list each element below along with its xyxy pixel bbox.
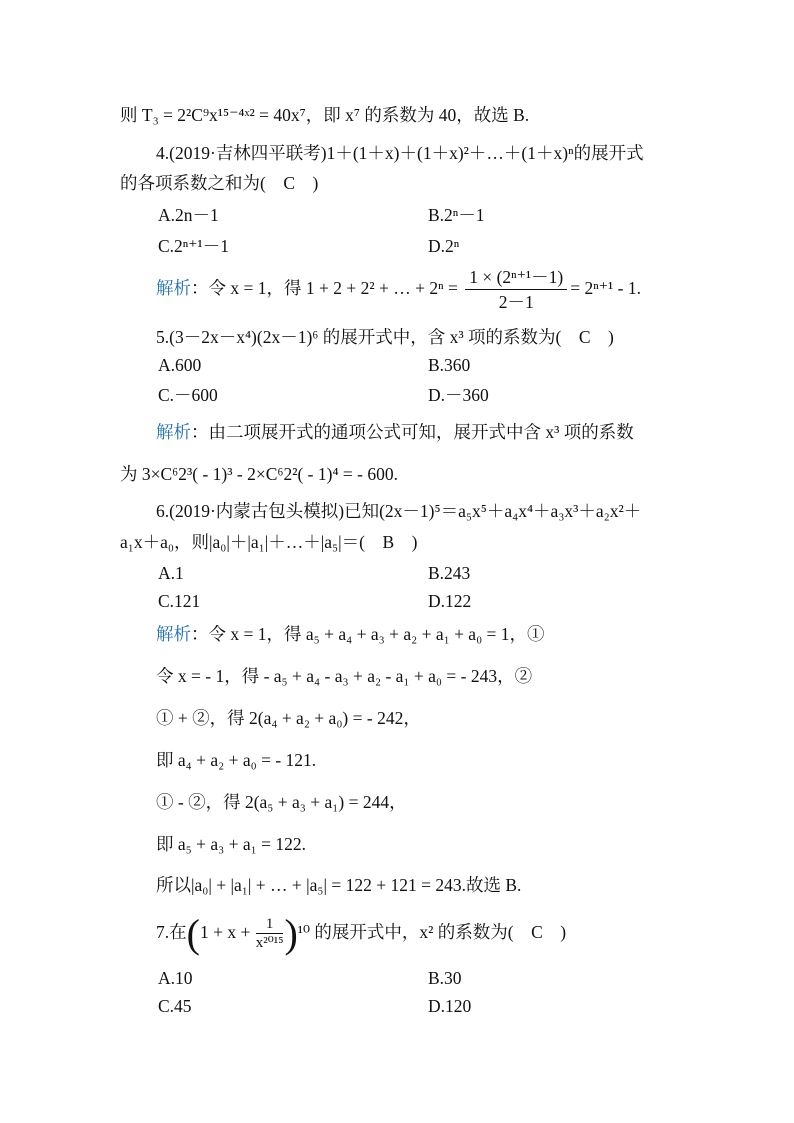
q7-fraction-numerator: 1: [256, 915, 284, 934]
q7-option-a: A.10: [158, 968, 193, 988]
q6-solution-6: 即 a₅ + a₃ + a₁ = 122.: [156, 834, 306, 854]
question-5-stem: 5.(3－2x－x⁴)(2x－1)⁶ 的展开式中，含 x³ 项的系数为( C ): [156, 327, 614, 347]
q7-stem-prefix: 7.在: [156, 922, 187, 942]
q5-option-d: D.－360: [428, 385, 489, 405]
q4-option-b: B.2ⁿ－1: [428, 205, 485, 225]
q6-solution-label: 解析: [156, 624, 191, 644]
q4-solution: [156, 266, 641, 312]
q4-option-a: A.2n－1: [158, 205, 219, 225]
q7-fraction-denominator: x²⁰¹⁵: [255, 935, 284, 952]
question-4-stem-cont: 的各项系数之和为( C ): [120, 173, 319, 193]
q5-option-a: A.600: [158, 355, 202, 375]
question-6-stem: 6.(2019·内蒙古包头模拟)已知(2x－1)⁵＝a₅x⁵＋a₄x⁴＋a₃x³＋a₂x²＋: [156, 501, 642, 521]
q5-solution-cont: 为 3×C⁶2³( - 1)³ - 2×C⁶2²( - 1)⁴ = - 600.: [120, 464, 398, 484]
q6-option-b: B.243: [428, 563, 471, 583]
q7-option-c: C.45: [158, 996, 192, 1016]
q6-solution-2: 令 x = - 1，得 - a₅ + a₄ - a₃ + a₂ - a₁ + a₀ = - 243，②: [156, 666, 533, 686]
q7-fraction: [256, 915, 284, 952]
q6-solution-1: [156, 622, 545, 646]
q7-expr-part: 1 + x +: [199, 922, 251, 942]
q7-option-d: D.120: [428, 996, 472, 1016]
q4-option-c: C.2ⁿ⁺¹－1: [158, 236, 230, 256]
q5-option-c: C.－600: [158, 385, 218, 405]
q7-option-b: B.30: [428, 968, 462, 988]
q4-option-d: D.2ⁿ: [428, 236, 460, 256]
question-4-stem: 4.(2019·吉林四平联考)1＋(1＋x)＋(1＋x)²＋…＋(1＋x)ⁿ的展开式: [156, 143, 644, 163]
q4-fraction-denominator: 2－1: [498, 292, 534, 313]
q5-option-b: B.360: [428, 355, 471, 375]
q5-solution: [156, 420, 634, 444]
q4-fraction: [465, 267, 567, 312]
q6-option-d: D.122: [428, 591, 472, 611]
q6-option-c: C.121: [158, 591, 201, 611]
q7-right-paren: ): [284, 910, 298, 956]
q4-solution-label: 解析: [156, 278, 191, 298]
q4-solution-text: ：令 x = 1，得 1 + 2 + 2² + … + 2ⁿ =: [191, 278, 458, 298]
q6-solution-5: ① - ②，得 2(a₅ + a₃ + a₁) = 244，: [156, 792, 407, 812]
q4-fraction-numerator: 1 × (2ⁿ⁺¹－1): [465, 267, 567, 290]
q6-solution-4: 即 a₄ + a₂ + a₀ = - 121.: [156, 750, 317, 770]
solution-line-prev: 则 T₃ = 2²C⁹x¹⁵⁻⁴ˣ² = 40x⁷，即 x⁷ 的系数为 40，故选 B.: [120, 105, 530, 125]
question-7-stem: [156, 910, 566, 954]
q6-option-a: A.1: [158, 563, 184, 583]
q4-solution-tail: = 2ⁿ⁺¹ - 1.: [570, 278, 641, 298]
question-6-stem-cont: a₁x＋a₀，则|a₀|＋|a₁|＋…＋|a₅|＝( B ): [120, 532, 418, 552]
q6-solution-text-1: ：令 x = 1，得 a₅ + a₄ + a₃ + a₂ + a₁ + a₀ = 1，①: [191, 624, 545, 644]
q7-left-paren: (: [186, 910, 200, 956]
q5-solution-label: 解析: [156, 422, 191, 442]
q6-solution-7: 所以|a₀| + |a₁| + … + |a₅| = 122 + 121 = 243.故选 B.: [156, 875, 522, 895]
q7-stem-suffix: ¹⁰ 的展开式中，x² 的系数为( C ): [297, 922, 567, 942]
q6-solution-3: ① + ②，得 2(a₄ + a₂ + a₀) = - 242，: [156, 708, 421, 728]
q5-solution-text: ：由二项展开式的通项公式可知，展开式中含 x³ 项的系数: [191, 422, 634, 442]
